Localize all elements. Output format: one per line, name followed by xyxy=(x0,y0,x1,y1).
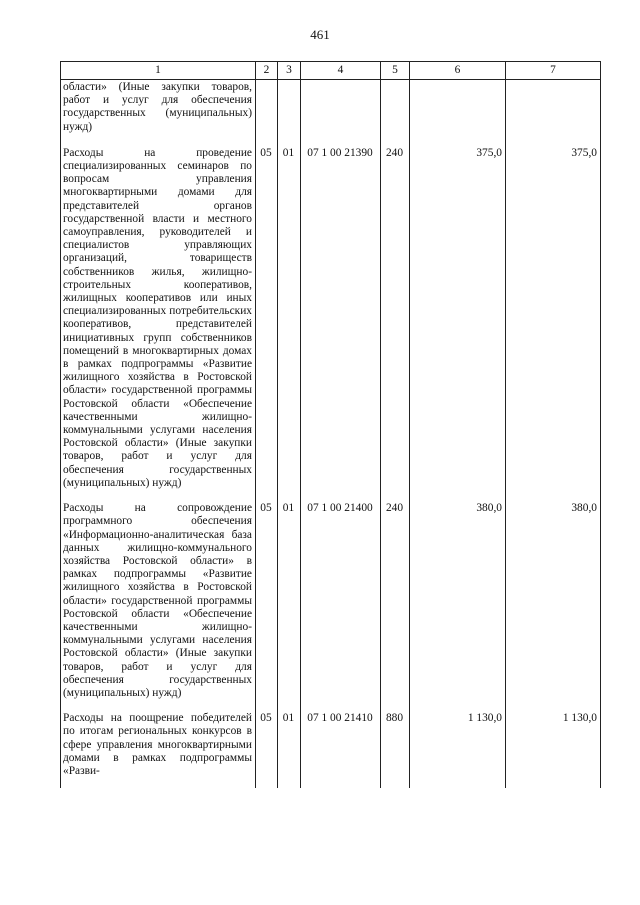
column-header-6: 6 xyxy=(410,62,506,80)
row-amount-2: 375,0 xyxy=(506,145,601,500)
table-row xyxy=(61,710,601,788)
row-amount-1: 1 130,0 xyxy=(410,710,506,788)
table-row-continuation xyxy=(61,80,601,145)
row-expense-type: 240 xyxy=(381,145,410,500)
row-section: 05 xyxy=(256,500,278,710)
column-header-1: 1 xyxy=(61,62,256,80)
row-subsection: 01 xyxy=(278,500,301,710)
row-amount-2: 1 130,0 xyxy=(506,710,601,788)
column-header-4: 4 xyxy=(301,62,381,80)
column-header-7: 7 xyxy=(506,62,601,80)
budget-table xyxy=(60,61,601,788)
column-header-2: 2 xyxy=(256,62,278,80)
row-description: Расходы на проведение специализированных семинаров по вопросам управления многоквартирными домами для представителей органов государственной власти и местного самоуправления, руководителей и специалистов управляющих организаций, товариществ собственников жилья, жилищно-строительных кооперативов, жилищных кооперативов или иных специализированных потребительских кооперативов, представителей инициативных групп собственников помещений в многоквартирных домах в рамках подпрограммы «Развитие жилищного хозяйства в Ростовской области» государственной программы Ростовской области «Обеспечение качественными жилищно-коммунальными услугами населения Ростовской области» (Иные закупки товаров, работ и услуг для обеспечения государственных (муниципальных) нужд) xyxy=(61,145,256,500)
table-row xyxy=(61,500,601,710)
row-target-code: 07 1 00 21400 xyxy=(301,500,381,710)
row-subsection: 01 xyxy=(278,710,301,788)
row-target-code: 07 1 00 21410 xyxy=(301,710,381,788)
row-expense-type: 240 xyxy=(381,500,410,710)
continuation-description: области» (Иные закупки товаров, работ и услуг для обеспечения государственных (муниципальных) нужд) xyxy=(61,80,256,145)
page-number: 461 xyxy=(310,27,330,42)
row-expense-type: 880 xyxy=(381,710,410,788)
table-row xyxy=(61,145,601,500)
row-description: Расходы на сопровождение программного обеспечения «Информационно-аналитическая база данных жилищно-коммунального хозяйства Ростовской области» в рамках подпрограммы «Развитие жилищного хозяйства в Ростовской области» государственной программы Ростовской области «Обеспечение качественными жилищно-коммунальными услугами населения Ростовской области» (Иные закупки товаров, работ и услуг для обеспечения государственных (муниципальных) нужд) xyxy=(61,500,256,710)
column-header-3: 3 xyxy=(278,62,301,80)
row-section: 05 xyxy=(256,710,278,788)
column-header-5: 5 xyxy=(381,62,410,80)
row-target-code: 07 1 00 21390 xyxy=(301,145,381,500)
row-amount-1: 380,0 xyxy=(410,500,506,710)
row-description: Расходы на поощрение победителей по итогам региональных конкурсов в сфере управления многоквартирными домами в рамках подпрограммы «Разви- xyxy=(61,710,256,788)
row-amount-2: 380,0 xyxy=(506,500,601,710)
row-section: 05 xyxy=(256,145,278,500)
row-subsection: 01 xyxy=(278,145,301,500)
row-amount-1: 375,0 xyxy=(410,145,506,500)
table-header-row xyxy=(61,62,601,80)
